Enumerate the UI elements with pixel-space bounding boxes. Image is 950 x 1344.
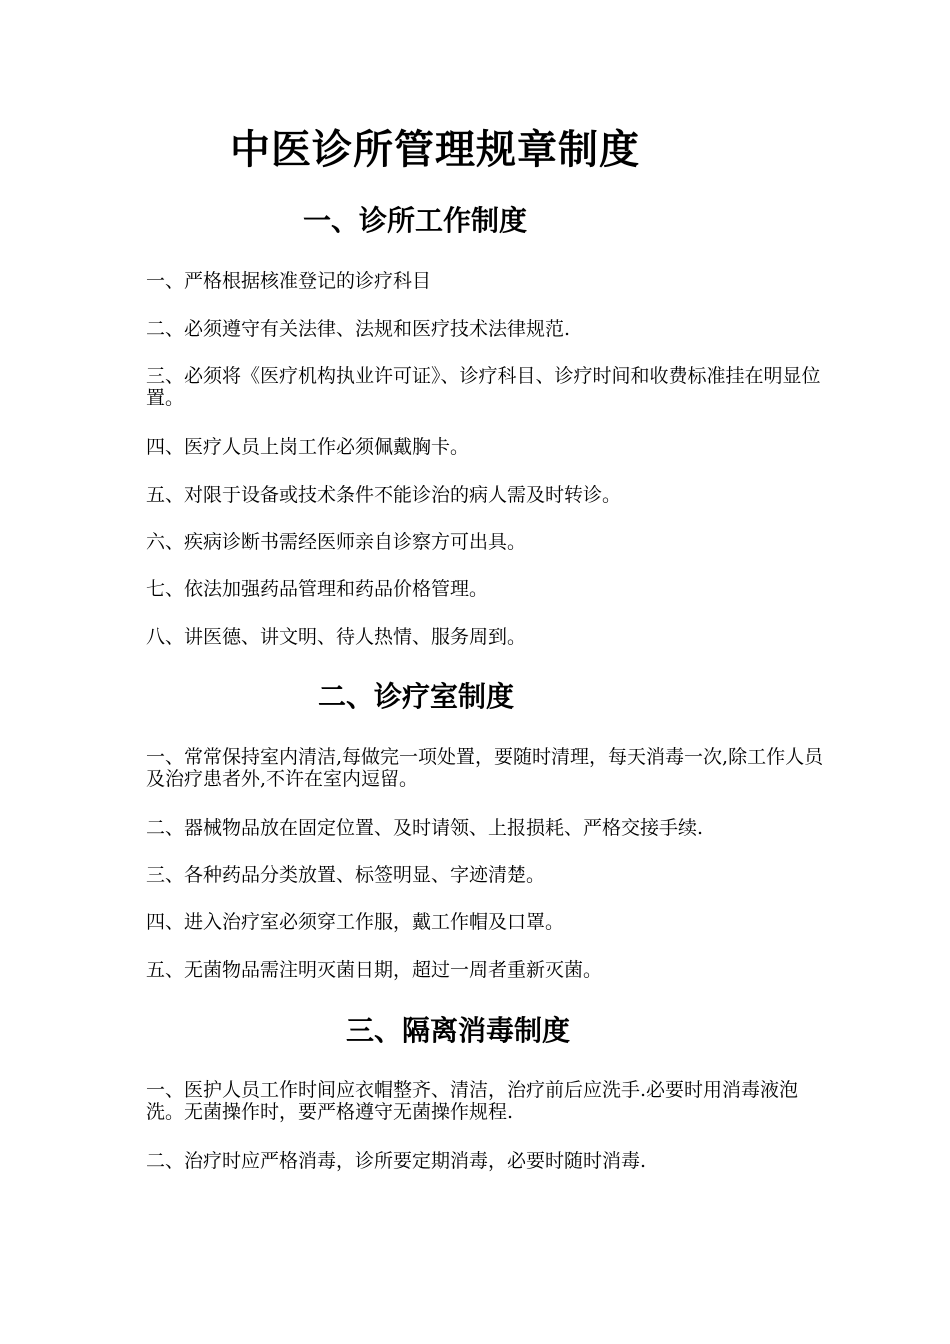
list-item: 二、器械物品放在固定位置、及时请领、上报损耗、严格交接手续. [146,817,704,839]
section-heading-work-rules: 一、诊所工作制度 [303,204,528,237]
list-item: 六、疾病诊断书需经医师亲自诊察方可出具。 [146,531,527,553]
list-item: 四、进入治疗室必须穿工作服，戴工作帽及口罩。 [146,911,565,933]
list-item: 五、无菌物品需注明灭菌日期，超过一周者重新灭菌。 [146,959,603,981]
list-item: 一、医护人员工作时间应衣帽整齐、清洁，治疗前后应洗手.必要时用消毒液泡洗。无菌操作时，要严格遵守无菌操作规程. [146,1079,799,1123]
list-item: 八、讲医德、讲文明、待人热情、服务周到。 [146,626,527,648]
list-item: 三、各种药品分类放置、标签明显、字迹清楚。 [146,864,546,886]
list-item: 一、严格根据核准登记的诊疗科目 [146,270,432,292]
list-item: 七、依法加强药品管理和药品价格管理。 [146,578,489,600]
document-title: 中医诊所管理规章制度 [230,126,640,173]
list-item: 四、医疗人员上岗工作必须佩戴胸卡。 [146,436,470,458]
list-item: 三、必须将《医疗机构执业许可证》、诊疗科目、诊疗时间和收费标准挂在明显位置。 [146,365,821,409]
list-item: 一、常常保持室内清洁,每做完一项处置，要随时清理，每天消毒一次,除工作人员及治疗患者外,不许在室内逗留。 [146,746,824,790]
list-item: 二、治疗时应严格消毒，诊所要定期消毒，必要时随时消毒. [146,1150,647,1172]
list-item: 二、必须遵守有关法律、法规和医疗技术法律规范. [146,318,571,340]
section-heading-treatment-room: 二、诊疗室制度 [318,680,515,713]
section-heading-isolation-disinfection: 三、隔离消毒制度 [346,1014,571,1047]
list-item: 五、对限于设备或技术条件不能诊治的病人需及时转诊。 [146,484,622,506]
